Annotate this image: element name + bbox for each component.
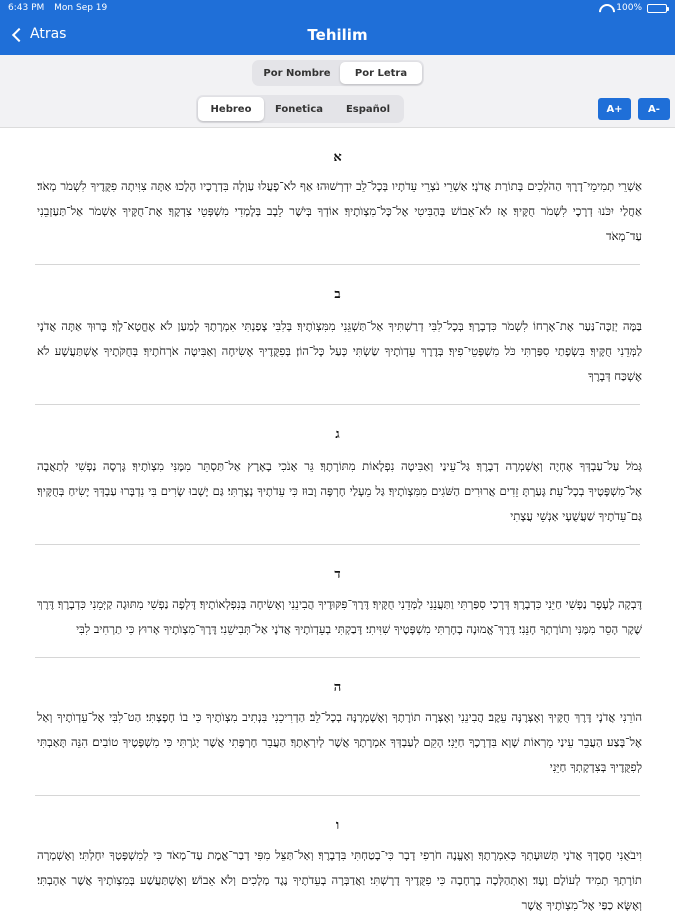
battery-icon [647,4,667,13]
section-verses: גְּמֹל עַל־עַבְדְּךָ אֶחְיֶה וְאֶשְׁמְרָה דְבָרֶךָ׃ גַּל־עֵינַי וְאַבִּיטָה נִפְלָאוֹת מִתּוֹרָתֶךָ׃ גֵּר אָנֹכִי בָאָרֶץ אַל־תַּסְתֵּר מִמֶּנִּי מִצְוֺתֶיךָ׃ גָּרְסָה נַפְשִׁי לְתַאֲבָה אֶל־מִשְׁפָּטֶיךָ בְכָל־עֵת׃ גָּעַרְתָּ זֵדִים אֲרוּרִים הַשֹּׁגִים מִמִּצְוֺתֶיךָ׃ גַּל מֵעָלַי חֶרְפָּה וָבוּז כִּי עֵדֹתֶיךָ נָצָרְתִּי׃ גַּם יָשְׁבוּ שָׂרִים בִּי נִדְבָּרוּ עַבְדְּךָ יָשִׂיחַ בְּחֻקֶּיךָ׃ גַּם־עֵדֹתֶיךָ שַׁעֲשֻׁעָי אַנְשֵׁי עֲצָתִי [37,459,642,523]
section-verses: וִיבֹאֻנִי חֲסָדֶךָ אֲדֹנָי תְּשׁוּעָתְךָ כְּאִמְרָתֶךָ׃ וְאֶעֱנֶה חֹרְפִי דָבָר כִּי־בָטַחְתִּי בִּדְבָרֶךָ׃ וְאַל־תַּצֵּל מִפִּי דְבַר־אֱמֶת עַד־מְאֹד כִּי לְמִשְׁפָּטֶךָ יִחָלְתִּי׃ וְאֶשְׁמְרָה תוֹרָתְךָ תָמִיד לְעוֹלָם וָעֶד׃ וְאֶתְהַלְּכָה בָרְחָבָה כִּי פִקֻּדֶיךָ דָרָשְׁתִּי׃ וַאֲדַבְּרָה בְעֵדֹתֶיךָ נֶגֶד מְלָכִים וְלֹא אֵבוֹשׁ׃ וְאֶשְׁתַּעֲשַׁע בְּמִצְוֺתֶיךָ אֲשֶׁר אָהָבְתִּי׃ וְאֶשָּׂא כַפַּי אֶל־מִצְוֺתֶיךָ אֲשֶׁר [37,848,642,912]
section-alef [0,129,675,265]
tab-espanol[interactable]: Español [345,103,391,115]
tab-por-nombre[interactable]: Por Nombre [263,67,331,79]
decrease-font-button[interactable]: A- [638,98,670,120]
status-date: Mon Sep 19 [54,3,108,13]
increase-font-button[interactable]: A+ [598,98,631,120]
back-label: Atras [30,26,67,42]
wifi-icon [599,4,611,13]
section-verses: הוֹרֵנִי אֲדֹנָי דֶּרֶךְ חֻקֶּיךָ וְאֶצְּרֶנָּה עֵקֶב׃ הֲבִינֵנִי וְאֶצְּרָה תוֹרָתֶךָ וְאֶשְׁמְרֶנָּה בְכָל־לֵב׃ הַדְרִיכֵנִי בִּנְתִיב מִצְוֺתֶיךָ כִּי בוֹ חָפָצְתִּי׃ הַט־לִבִּי אֶל־עֵדְוֺתֶיךָ וְאַל אֶל־בָּצַע׃ הַעֲבֵר עֵינַי מֵרְאוֹת שָׁוְא בִּדְרָכֶךָ חַיֵּנִי׃ הָקֵם לְעַבְדְּךָ אִמְרָתֶךָ אֲשֶׁר לְיִרְאָתֶךָ׃ הַעֲבֵר חֶרְפָּתִי אֲשֶׁר יָגֹרְתִּי כִּי מִשְׁפָּטֶיךָ טוֹבִים׃ הִנֵּה תָּאַבְתִּי לְפִקֻּדֶיךָ בְּצִדְקָתְךָ חַיֵּנִי [37,710,642,774]
section-letter: א [333,150,342,165]
controls-panel [0,55,675,128]
battery-percent: 100% [616,3,642,13]
section-he [0,658,675,796]
tab-por-letra[interactable]: Por Letra [340,62,422,84]
status-bar [0,0,675,17]
page-title: Tehilim [307,26,368,44]
section-dalet [0,545,675,658]
status-time: 6:43 PM [8,3,45,13]
status-right [599,3,667,13]
tab-hebreo[interactable]: Hebreo [198,97,264,121]
section-verses: דָּבְקָה לֶעָפָר נַפְשִׁי חַיֵּנִי כִּדְבָרֶךָ׃ דְּרָכַי סִפַּרְתִּי וַתַּעֲנֵנִי לַמְּדֵנִי חֻקֶּיךָ׃ דֶּרֶךְ־פִּקּוּדֶיךָ הֲבִינֵנִי וְאָשִׂיחָה בְּנִפְלְאוֹתֶיךָ׃ דָּלְפָה נַפְשִׁי מִתּוּגָה קַיְּמֵנִי כִּדְבָרֶךָ׃ דֶּרֶךְ שֶׁקֶר הָסֵר מִמֶּנִּי וְתוֹרָתְךָ חָנֵּנִי׃ דֶּרֶךְ־אֱמוּנָה בָחָרְתִּי מִשְׁפָּטֶיךָ שִׁוִּיתִי׃ דָּבַקְתִּי בְעֵדְוֺתֶיךָ אֲדֹנָי אַל־תְּבִישֵׁנִי׃ דֶּרֶךְ־מִצְוֺתֶיךָ אָרוּץ כִּי תַרְחִיב לִבִּי [37,597,642,636]
tab-fonetica[interactable]: Fonetica [274,103,324,115]
order-segmented-control [252,60,424,86]
section-letter: ג [335,427,340,442]
section-letter: ד [334,567,341,582]
section-bet [0,265,675,405]
section-verses: אַשְׁרֵי תְמִימֵי־דָרֶךְ הַהֹלְכִים בְּתוֹרַת אֲדֹנָי׃ אַשְׁרֵי נֹצְרֵי עֵדֹתָיו בְּכָל־לֵב יִדְרְשׁוּהוּ׃ אַף לֹא־פָעֲלוּ עַוְלָה בִּדְרָכָיו הָלָכוּ׃ אַתָּה צִוִּיתָה פִקֻּדֶיךָ לִשְׁמֹר מְאֹד׃ אַחֲלַי יִכֹּנוּ דְרָכָי לִשְׁמֹר חֻקֶּיךָ׃ אָז לֹא־אֵבוֹשׁ בְּהַבִּיטִי אֶל־כָּל־מִצְוֺתֶיךָ׃ אוֹדְךָ בְּיֹשֶׁר לֵבָב בְּלָמְדִי מִשְׁפְּטֵי צִדְקֶךָ׃ אֶת־חֻקֶּיךָ אֶשְׁמֹר אַל־תַּעַזְבֵנִי עַד־מְאֹד [37,179,642,243]
navigation-bar [0,17,675,55]
psalm-content[interactable] [0,129,675,912]
section-verses: בַּמֶּה יְזַכֶּה־נַּעַר אֶת־אָרְחוֹ לִשְׁמֹר כִּדְבָרֶךָ׃ בְּכָל־לִבִּי דְרַשְׁתִּיךָ אַל־תַּשְׁגֵּנִי מִמִּצְוֺתֶיךָ׃ בְּלִבִּי צָפַנְתִּי אִמְרָתֶךָ לְמַעַן לֹא אֶחֱטָא־לָךְ׃ בָּרוּךְ אַתָּה אֲדֹנָי לַמְּדֵנִי חֻקֶּיךָ׃ בִּשְׂפָתַי סִפַּרְתִּי כֹּל מִשְׁפְּטֵי־פִיךָ׃ בְּדֶרֶךְ עֵדְוֺתֶיךָ שַׂשְׂתִּי כְּעַל כָּל־הוֹן׃ בְּפִקֻּדֶיךָ אָשִׂיחָה וְאַבִּיטָה אֹרְחֹתֶיךָ׃ בְּחֻקֹּתֶיךָ אֶשְׁתַּעֲשָׁע לֹא אֶשְׁכַּח דְּבָרֶךָ [37,319,642,383]
status-left [8,3,114,13]
language-segmented-control [196,95,404,123]
app-header [0,0,675,55]
section-gimel [0,405,675,545]
section-letter: ו [335,818,340,833]
section-vav [0,796,675,918]
section-letter: ב [334,287,341,302]
section-letter: ה [333,680,342,695]
